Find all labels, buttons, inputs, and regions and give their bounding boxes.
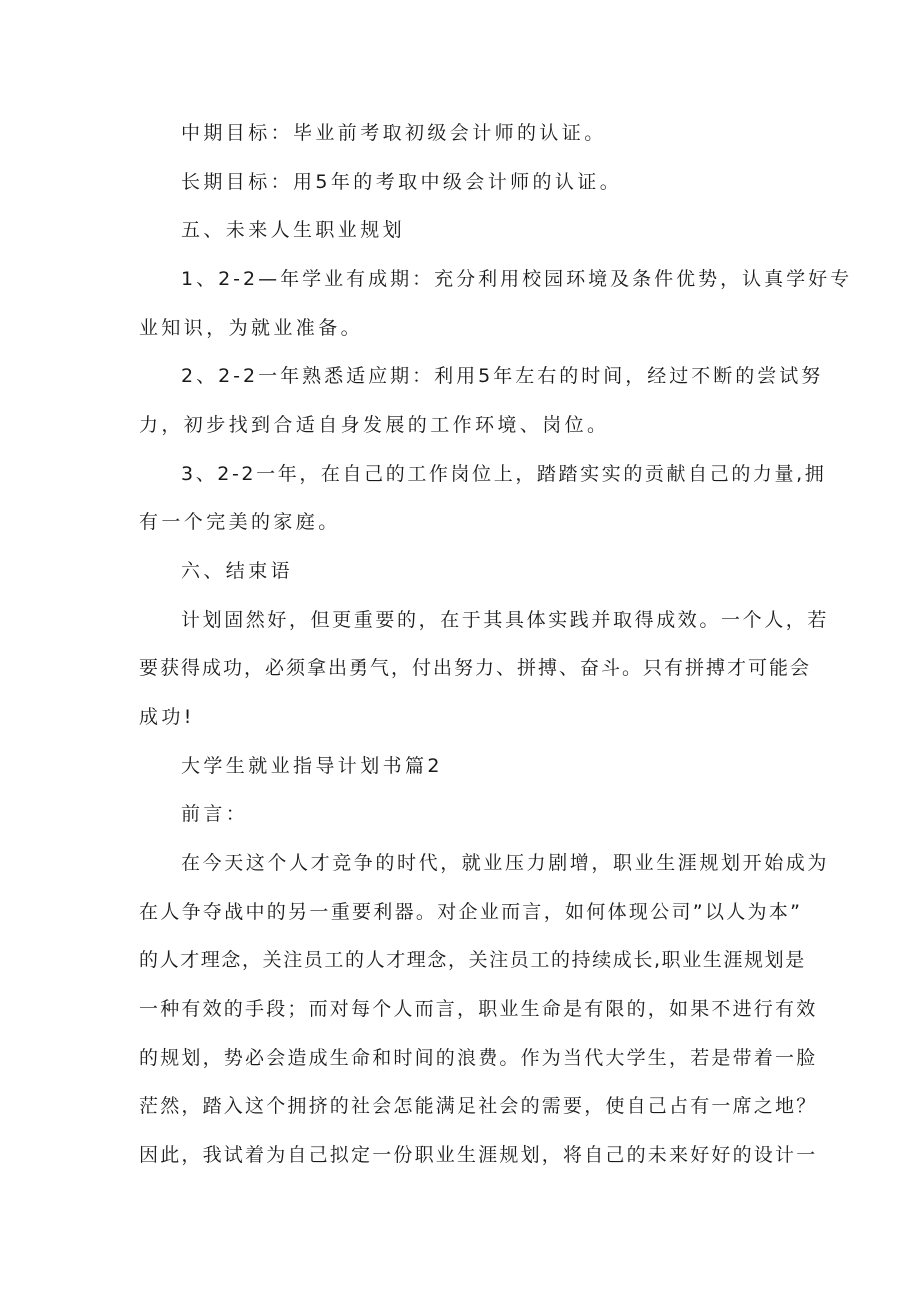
section-heading: 六、结束语	[181, 560, 294, 582]
preface-heading: 前言：	[181, 803, 249, 825]
text-line: 因此，我试着为自己拟定一份职业生涯规划，将自己的未来好好的设计一	[139, 1144, 818, 1166]
text-line: 的规划，势必会造成生命和时间的浪费。作为当代大学生，若是带着一脸	[139, 1047, 818, 1069]
text-line: 计划固然好，但更重要的，在于其具体实践并取得成效。一个人，若	[181, 609, 830, 631]
text-line: 业知识，为就业准备。	[139, 317, 364, 339]
text-line: 茫然，踏入这个拥挤的社会怎能满足社会的需要，使自己占有一席之地？	[139, 1095, 818, 1117]
article-title: 大学生就业指导计划书篇2	[181, 755, 443, 777]
section-heading: 五、未来人生职业规划	[181, 219, 406, 241]
text-line: 要获得成功，必须拿出勇气，付出努力、拼搏、奋斗。只有拼搏才可能会	[139, 657, 812, 679]
text-line: 长期目标：用5年的考取中级会计师的认证。	[181, 171, 623, 193]
text-line: 在人争夺战中的另一重要利器。对企业而言，如何体现公司”以人为本”	[139, 901, 803, 923]
text-line: 1、2-2—年学业有成期：充分利用校园环境及条件优势，认真学好专	[181, 268, 853, 290]
text-line: 中期目标：毕业前考取初级会计师的认证。	[181, 122, 607, 144]
text-line: 2、2-2一年熟悉适应期：利用5年左右的时间，经过不断的尝试努	[181, 365, 824, 387]
text-line: 一种有效的手段；而对每个人而言，职业生命是有限的，如果不进行有效	[139, 998, 818, 1020]
text-line: 3、2-2一年，在自己的工作岗位上，踏踏实实的贡献自己的力量,拥	[181, 463, 827, 485]
text-line: 力，初步找到合适自身发展的工作环境、岗位。	[139, 414, 610, 436]
text-line: 在今天这个人才竞争的时代，就业压力剧增，职业生涯规划开始成为	[181, 852, 830, 874]
text-line: 的人才理念，关注员工的人才理念，关注员工的持续成长,职业生涯规划是	[139, 949, 806, 971]
text-line: 有一个完美的家庭。	[139, 511, 341, 533]
text-line: 成功!	[139, 706, 195, 728]
